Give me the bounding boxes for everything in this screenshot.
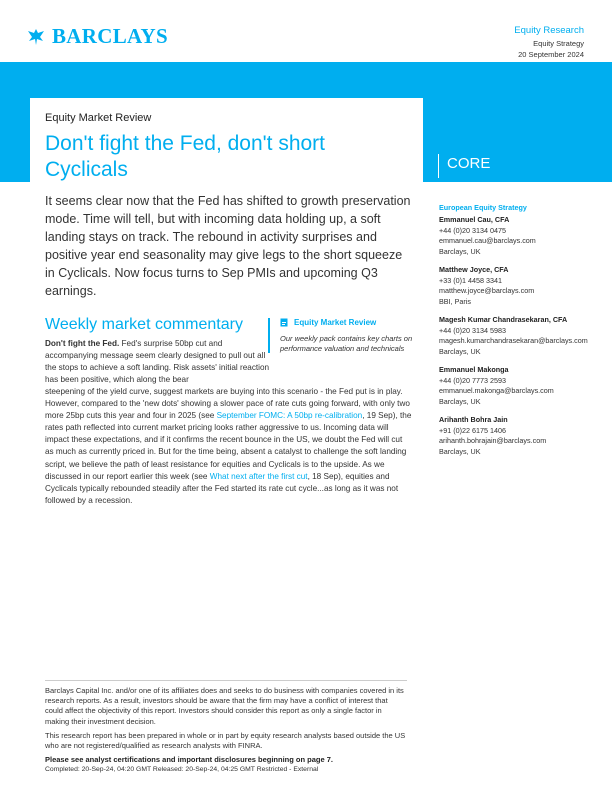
barclays-logo[interactable] — [26, 24, 168, 49]
eagle-icon — [26, 27, 46, 47]
core-label: CORE — [438, 154, 490, 178]
contact-location: Barclays, UK — [439, 346, 481, 356]
contacts-heading: European Equity Strategy — [439, 203, 527, 212]
certifications-note: Please see analyst certifications and important disclosures beginning on page 7. — [45, 755, 333, 765]
commentary-lead — [45, 338, 277, 386]
report-summary: It seems clear now that the Fed has shifted to growth preservation mode. Time will tell, but with incoming data holding up, a soft landing stays on track. The rebound in activity surprises and positive year end seasonality may give legs to the short squeeze in Cyclicals. Now focus turns to Sep PMIs and upcoming Q3 earnings. — [45, 194, 411, 298]
contact-phone: +91 (0)22 6175 1406 — [439, 425, 506, 435]
contact-name: Matthew Joyce, CFA — [439, 265, 509, 274]
analyst-contacts — [439, 203, 604, 465]
sidebar-description: Our weekly pack contains key charts on performance valuation and technicals — [280, 334, 413, 353]
contact-email[interactable]: magesh.kumarchandrasekaran@barclays.com — [439, 336, 588, 345]
lead-text: Fed's surprise 50bp cut and accompanying message seem clearly designed to pull out all the stops to achieve a soft landing. Risk assets' initial reaction has been positive, which along the bear — [45, 339, 270, 385]
contact-card — [439, 265, 604, 307]
disclaimer-finra: This research report has been prepared in whole or in part by equity research analysts based outside the US who are not registered/qualified as research analysts with FINRA. — [45, 730, 406, 751]
disclaimer-conflict: Barclays Capital Inc. and/or one of its affiliates does and seeks to do business with companies covered in its research reports. As a result, investors should be aware that the firm may have a conflict of interest that could affect the objectivity of this report. Investors should consider this report as only a single factor in making their investment decision. — [45, 686, 404, 726]
sidebar-callout — [268, 318, 426, 353]
contact-location: Barclays, UK — [439, 446, 481, 456]
disclaimer-footer — [45, 680, 407, 774]
lead-bold: Don't fight the Fed. — [45, 339, 120, 348]
contact-email[interactable]: arihanth.bohrajain@barclays.com — [439, 436, 547, 445]
sidebar-title-link[interactable]: Equity Market Review — [294, 318, 377, 327]
section-heading: Weekly market commentary — [45, 316, 243, 333]
contact-phone: +44 (0)20 3134 0475 — [439, 225, 506, 235]
contact-name: Emmanuel Cau, CFA — [439, 215, 510, 224]
contact-phone: +44 (0)20 7773 2593 — [439, 375, 506, 385]
contact-name: Emmanuel Makonga — [439, 365, 509, 374]
contact-phone: +33 (0)1 4458 3341 — [439, 275, 502, 285]
report-header-meta — [514, 24, 584, 60]
report-subcategory: Equity Strategy — [533, 39, 584, 48]
contact-phone: +44 (0)20 3134 5983 — [439, 325, 506, 335]
link-what-next-report[interactable]: What next after the first cut — [209, 471, 308, 481]
commentary-body — [45, 386, 413, 507]
contact-card — [439, 215, 604, 257]
contact-location: Barclays, UK — [439, 396, 481, 406]
release-meta: Completed: 20-Sep-24, 04:20 GMT Released: 20-Sep-24, 04:25 GMT Restricted - External — [45, 766, 319, 774]
contact-card — [439, 415, 604, 457]
contact-email[interactable]: emmanuel.cau@barclays.com — [439, 236, 536, 245]
contact-email[interactable]: matthew.joyce@barclays.com — [439, 286, 535, 295]
contact-card — [439, 365, 604, 407]
contact-name: Arihanth Bohra Jain — [439, 415, 508, 424]
body-text-1: steepening of the yield curve, suggest markets are buying into this scenario - the Fed put is in play. However, compared to the 'new dots' showing a slower pace of rate cuts going forward, with only two more 25bp cuts this year and four in 2025 (see — [45, 387, 410, 421]
document-icon — [280, 318, 288, 327]
link-fomc-report[interactable]: September FOMC: A 50bp re-calibration — [216, 411, 363, 421]
contact-email[interactable]: emmanuel.makonga@barclays.com — [439, 386, 554, 395]
page-title: Don't fight the Fed, don't short Cyclicals — [45, 132, 326, 181]
report-date: 20 September 2024 — [518, 50, 584, 59]
contact-location: BBI, Paris — [439, 296, 471, 306]
logo-wordmark: BARCLAYS — [52, 24, 168, 48]
body-text-2: , 19 Sep), the rates path reflected into current market pricing looks rather aggressive to us. Incoming data will impact these expectations, and if it confirms the recent bounce in the US, we doubt the Fed will cut as much as currently priced in. But for the time being, absent a catalyst to challenge the soft landing script, we believe the path of least resistance for equities and Cyclicals is to the upside. As we discussed in our report earlier this week (see — [45, 411, 412, 481]
contact-location: Barclays, UK — [439, 246, 481, 256]
contact-name: Magesh Kumar Chandrasekaran, CFA — [439, 315, 568, 324]
body-text-3: , 18 Sep), equities and Cyclicals typically rebounded steadily after the Fed started its rate cut cycle...as long as it was not followed by a recession. — [45, 471, 399, 505]
contact-card — [439, 315, 604, 357]
report-category: Equity Research — [514, 25, 584, 36]
report-kicker: Equity Market Review — [45, 112, 152, 124]
